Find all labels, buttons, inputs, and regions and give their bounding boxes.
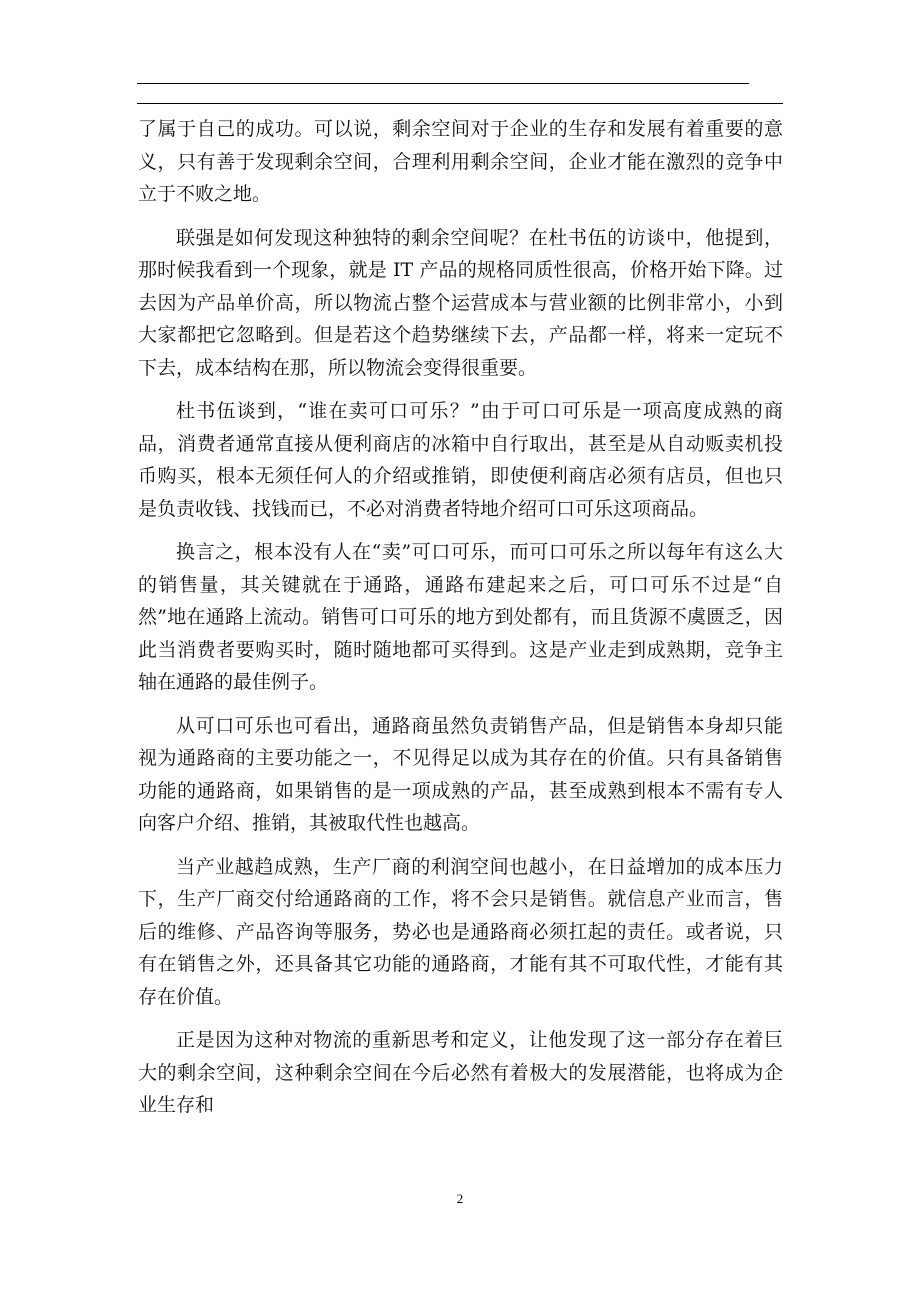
paragraph-lianqiang: 联强是如何发现这种独特的剩余空间呢？在杜书伍的访谈中，他提到，那时候我看到一个现象，就是 IT 产品的规格同质性很高，价格开始下降。过去因为产品单价高，所以物流占整个运营成本与营业额的比例非常小，小到大家都把它忽略到。但是若这个趋势继续下去，产品都一样，将来一定玩不下去，成本结构在那，所以物流会变得很重要。 [138,226,783,379]
paragraph-distribution-channel: 换言之，根本没有人在“卖”可口可乐，而可口可乐之所以每年有这么大的销售量，其关键就在于通路，通路布建起来之后，可口可乐不过是“自然”地在通路上流动。销售可口可乐的地方到处都有，而且货源不虞匮乏，因此当消费者要购买时，随时随地都可买得到。这是产业走到成熟期，竞争主轴在通路的最佳例子。 [138,541,783,693]
page-number: 2 [456,1191,464,1206]
paragraph-industry-maturity: 当产业越趋成熟，生产厂商的利润空间也越小，在日益增加的成本压力下，生产厂商交付给通路商的工作，将不会只是销售。就信息产业而言，售后的维修、产品咨询等服务，势必也是通路商必须扛起的责任。或者说，只有在销售之外，还具备其它功能的通路商，才能有其不可取代性，才能有其存在价值。 [138,855,783,1008]
paragraph-logistics-rethink: 正是因为这种对物流的重新思考和定义，让他发现了这一部分存在着巨大的剩余空间，这种剩余空间在今后必然有着极大的发展潜能，也将成为企业生存和 [138,1029,783,1116]
paragraph-continuation: 了属于自己的成功。可以说，剩余空间对于企业的生存和发展有着重要的意义，只有善于发现剩余空间，合理利用剩余空间，企业才能在激烈的竞争中立于不败之地。 [138,118,783,205]
header-rule-top [137,83,749,84]
header-rule-bottom [137,103,783,104]
document-body [138,113,783,1133]
paragraph-channel-value: 从可口可乐也可看出，通路商虽然负责销售产品，但是销售本身却只能视为通路商的主要功能之一，不见得足以成为其存在的价值。只有具备销售功能的通路商，如果销售的是一项成熟的产品，甚至成熟到根本不需有专人向客户介绍、推销，其被取代性也越高。 [138,714,783,834]
paragraph-coca-cola-question: 杜书伍谈到，“谁在卖可口可乐？”由于可口可乐是一项高度成熟的商品，消费者通常直接从便利商店的冰箱中自行取出，甚至是从自动贩卖机投币购买，根本无须任何人的介绍或推销，即使便利商店必须有店员，但也只是负责收钱、找钱而已，不必对消费者特地介绍可口可乐这项商品。 [138,400,783,520]
